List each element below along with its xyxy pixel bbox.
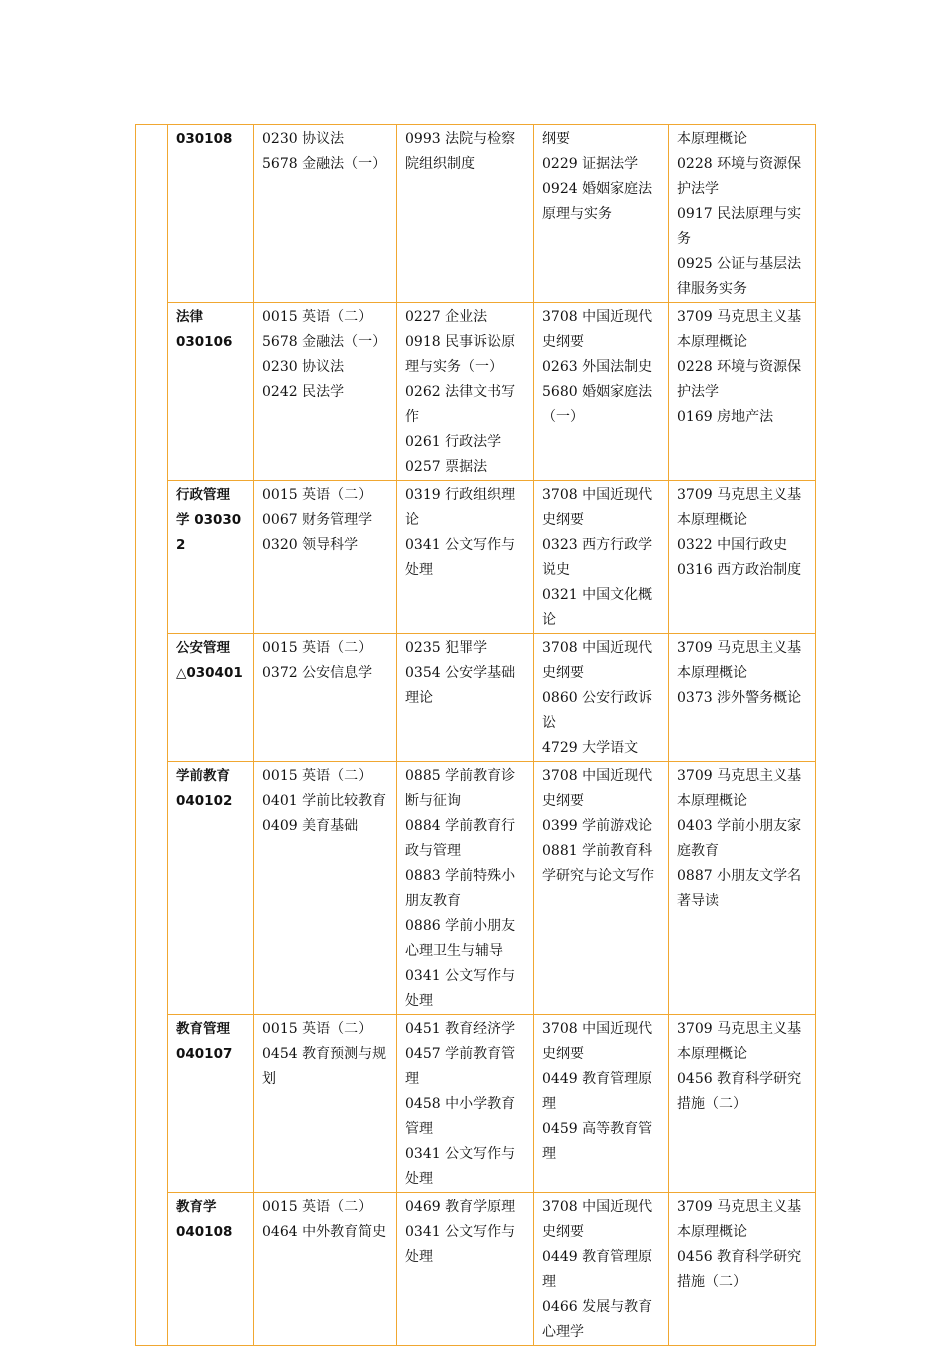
course-item: 0449 教育管理原理 bbox=[542, 1071, 653, 1112]
course-cell bbox=[534, 1015, 669, 1193]
course-cell bbox=[534, 762, 669, 1015]
course-cell bbox=[397, 634, 534, 762]
course-cell bbox=[254, 481, 397, 634]
course-cell bbox=[397, 125, 534, 303]
course-cell bbox=[669, 125, 816, 303]
major-name: 法律 bbox=[176, 309, 203, 325]
course-item: 0242 民法学 bbox=[262, 384, 345, 400]
course-cell bbox=[669, 634, 816, 762]
course-item: 0884 学前教育行政与管理 bbox=[405, 818, 516, 859]
blank-column bbox=[136, 125, 168, 1346]
table-row bbox=[136, 1015, 816, 1193]
course-item: 0399 学前游戏论 bbox=[542, 818, 653, 834]
course-item: 3709 马克思主义基本原理概论 bbox=[677, 1021, 802, 1062]
major-cell bbox=[168, 481, 254, 634]
course-cell bbox=[669, 1193, 816, 1346]
table-row bbox=[136, 481, 816, 634]
course-cell bbox=[669, 481, 816, 634]
course-item: 3709 马克思主义基本原理概论 bbox=[677, 768, 802, 809]
course-item: 0235 犯罪学 bbox=[405, 640, 488, 656]
course-item: 0886 学前小朋友心理卫生与辅导 bbox=[405, 918, 516, 959]
course-item: 0320 领导科学 bbox=[262, 537, 359, 553]
course-item: 3708 中国近现代史纲要 bbox=[542, 1021, 653, 1062]
course-item: 0228 环境与资源保护法学 bbox=[677, 359, 802, 400]
course-cell bbox=[534, 634, 669, 762]
course-cell bbox=[397, 481, 534, 634]
course-item: 0451 教育经济学 bbox=[405, 1021, 516, 1037]
major-cell bbox=[168, 634, 254, 762]
major-code: △030401 bbox=[176, 665, 243, 681]
major-name: 学前教育 bbox=[176, 768, 230, 784]
course-cell bbox=[534, 481, 669, 634]
table-row bbox=[136, 303, 816, 481]
course-item: 0227 企业法 bbox=[405, 309, 488, 325]
course-item: 0261 行政法学 bbox=[405, 434, 502, 450]
course-item: 3709 马克思主义基本原理概论 bbox=[677, 309, 802, 350]
course-item: 0881 学前教育科学研究与论文写作 bbox=[542, 843, 654, 884]
course-item: 0458 中小学教育管理 bbox=[405, 1096, 516, 1137]
course-item: 3708 中国近现代史纲要 bbox=[542, 1199, 653, 1240]
major-code: 040108 bbox=[176, 1224, 233, 1240]
course-item: 0262 法律文书写作 bbox=[405, 384, 516, 425]
major-name: 030108 bbox=[176, 131, 233, 147]
course-item: 0409 美育基础 bbox=[262, 818, 359, 834]
course-item: 0319 行政组织理论 bbox=[405, 487, 516, 528]
table-row bbox=[136, 1193, 816, 1346]
course-item: 0883 学前特殊小朋友教育 bbox=[405, 868, 516, 909]
course-item: 3708 中国近现代史纲要 bbox=[542, 768, 653, 809]
course-item: 0015 英语（二） bbox=[262, 487, 373, 503]
course-item: 0257 票据法 bbox=[405, 459, 488, 475]
course-item: 0015 英语（二） bbox=[262, 309, 373, 325]
course-item: 4729 大学语文 bbox=[542, 740, 639, 756]
course-item: 3709 马克思主义基本原理概论 bbox=[677, 487, 802, 528]
course-cell bbox=[397, 1193, 534, 1346]
course-item: 0993 法院与检察院组织制度 bbox=[405, 131, 516, 172]
course-item: 0263 外国法制史 bbox=[542, 359, 653, 375]
course-item: 3709 马克思主义基本原理概论 bbox=[677, 1199, 802, 1240]
course-item: 5678 金融法（一） bbox=[262, 156, 387, 172]
course-item: 3708 中国近现代史纲要 bbox=[542, 309, 653, 350]
course-item: 0860 公安行政诉讼 bbox=[542, 690, 653, 731]
course-cell bbox=[254, 634, 397, 762]
course-item: 0466 发展与教育心理学 bbox=[542, 1299, 653, 1340]
course-item: 0401 学前比较教育 bbox=[262, 793, 387, 809]
course-cell bbox=[254, 1193, 397, 1346]
course-item: 5680 婚姻家庭法（一） bbox=[542, 384, 653, 425]
course-item: 0015 英语（二） bbox=[262, 1021, 373, 1037]
course-item: 0316 西方政治制度 bbox=[677, 562, 802, 578]
course-cell bbox=[254, 762, 397, 1015]
major-cell bbox=[168, 125, 254, 303]
major-code: 030106 bbox=[176, 334, 233, 350]
course-item: 0372 公安信息学 bbox=[262, 665, 373, 681]
course-item: 0321 中国文化概论 bbox=[542, 587, 653, 628]
course-item: 0885 学前教育诊断与征询 bbox=[405, 768, 516, 809]
major-code: 学 030302 bbox=[176, 512, 242, 553]
table-row bbox=[136, 762, 816, 1015]
course-cell bbox=[669, 303, 816, 481]
course-item: 0464 中外教育简史 bbox=[262, 1224, 387, 1240]
major-cell bbox=[168, 1015, 254, 1193]
major-code: 040107 bbox=[176, 1046, 233, 1062]
table-row bbox=[136, 634, 816, 762]
course-item: 0918 民事诉讼原理与实务（一） bbox=[405, 334, 516, 375]
course-cell bbox=[397, 1015, 534, 1193]
course-item: 0454 教育预测与规划 bbox=[262, 1046, 387, 1087]
course-item: 0917 民法原理与实务 bbox=[677, 206, 802, 247]
course-item: 0015 英语（二） bbox=[262, 1199, 373, 1215]
course-item: 0341 公文写作与处理 bbox=[405, 968, 516, 1009]
course-item: 0230 协议法 bbox=[262, 359, 345, 375]
major-name: 公安管理 bbox=[176, 640, 230, 656]
course-item: 0230 协议法 bbox=[262, 131, 345, 147]
course-item: 纲要 bbox=[542, 131, 570, 147]
course-item: 0456 教育科学研究措施（二） bbox=[677, 1071, 802, 1112]
major-cell bbox=[168, 303, 254, 481]
course-item: 0229 证据法学 bbox=[542, 156, 639, 172]
course-item: 本原理概论 bbox=[677, 131, 747, 147]
course-item: 0449 教育管理原理 bbox=[542, 1249, 653, 1290]
course-table bbox=[135, 124, 816, 1346]
course-item: 3708 中国近现代史纲要 bbox=[542, 487, 653, 528]
table-body bbox=[136, 125, 816, 1346]
course-item: 0341 公文写作与处理 bbox=[405, 1146, 516, 1187]
course-item: 0925 公证与基层法律服务实务 bbox=[677, 256, 802, 297]
major-name: 行政管理 bbox=[176, 487, 230, 503]
course-item: 3709 马克思主义基本原理概论 bbox=[677, 640, 802, 681]
course-item: 0456 教育科学研究措施（二） bbox=[677, 1249, 802, 1290]
course-item: 0015 英语（二） bbox=[262, 768, 373, 784]
major-code: 040102 bbox=[176, 793, 233, 809]
course-cell bbox=[669, 762, 816, 1015]
course-item: 0228 环境与资源保护法学 bbox=[677, 156, 802, 197]
major-cell bbox=[168, 762, 254, 1015]
major-cell bbox=[168, 1193, 254, 1346]
course-cell bbox=[254, 1015, 397, 1193]
course-item: 0015 英语（二） bbox=[262, 640, 373, 656]
major-name: 教育管理 bbox=[176, 1021, 230, 1037]
course-item: 0169 房地产法 bbox=[677, 409, 774, 425]
course-item: 0322 中国行政史 bbox=[677, 537, 788, 553]
course-item: 0373 涉外警务概论 bbox=[677, 690, 802, 706]
course-cell bbox=[534, 125, 669, 303]
course-item: 0887 小朋友文学名著导读 bbox=[677, 868, 802, 909]
course-item: 0457 学前教育管理 bbox=[405, 1046, 516, 1087]
course-item: 0341 公文写作与处理 bbox=[405, 537, 516, 578]
course-item: 0924 婚姻家庭法原理与实务 bbox=[542, 181, 653, 222]
course-cell bbox=[669, 1015, 816, 1193]
course-item: 0403 学前小朋友家庭教育 bbox=[677, 818, 802, 859]
table-row bbox=[136, 125, 816, 303]
course-item: 0323 西方行政学说史 bbox=[542, 537, 653, 578]
course-item: 0354 公安学基础理论 bbox=[405, 665, 516, 706]
course-cell bbox=[254, 303, 397, 481]
course-item: 0341 公文写作与处理 bbox=[405, 1224, 516, 1265]
course-cell bbox=[397, 762, 534, 1015]
course-item: 0469 教育学原理 bbox=[405, 1199, 516, 1215]
course-cell bbox=[397, 303, 534, 481]
course-item: 3708 中国近现代史纲要 bbox=[542, 640, 653, 681]
course-item: 5678 金融法（一） bbox=[262, 334, 387, 350]
course-item: 0459 高等教育管理 bbox=[542, 1121, 653, 1162]
major-name: 教育学 bbox=[176, 1199, 217, 1215]
course-cell bbox=[254, 125, 397, 303]
course-item: 0067 财务管理学 bbox=[262, 512, 373, 528]
course-cell bbox=[534, 303, 669, 481]
course-cell bbox=[534, 1193, 669, 1346]
